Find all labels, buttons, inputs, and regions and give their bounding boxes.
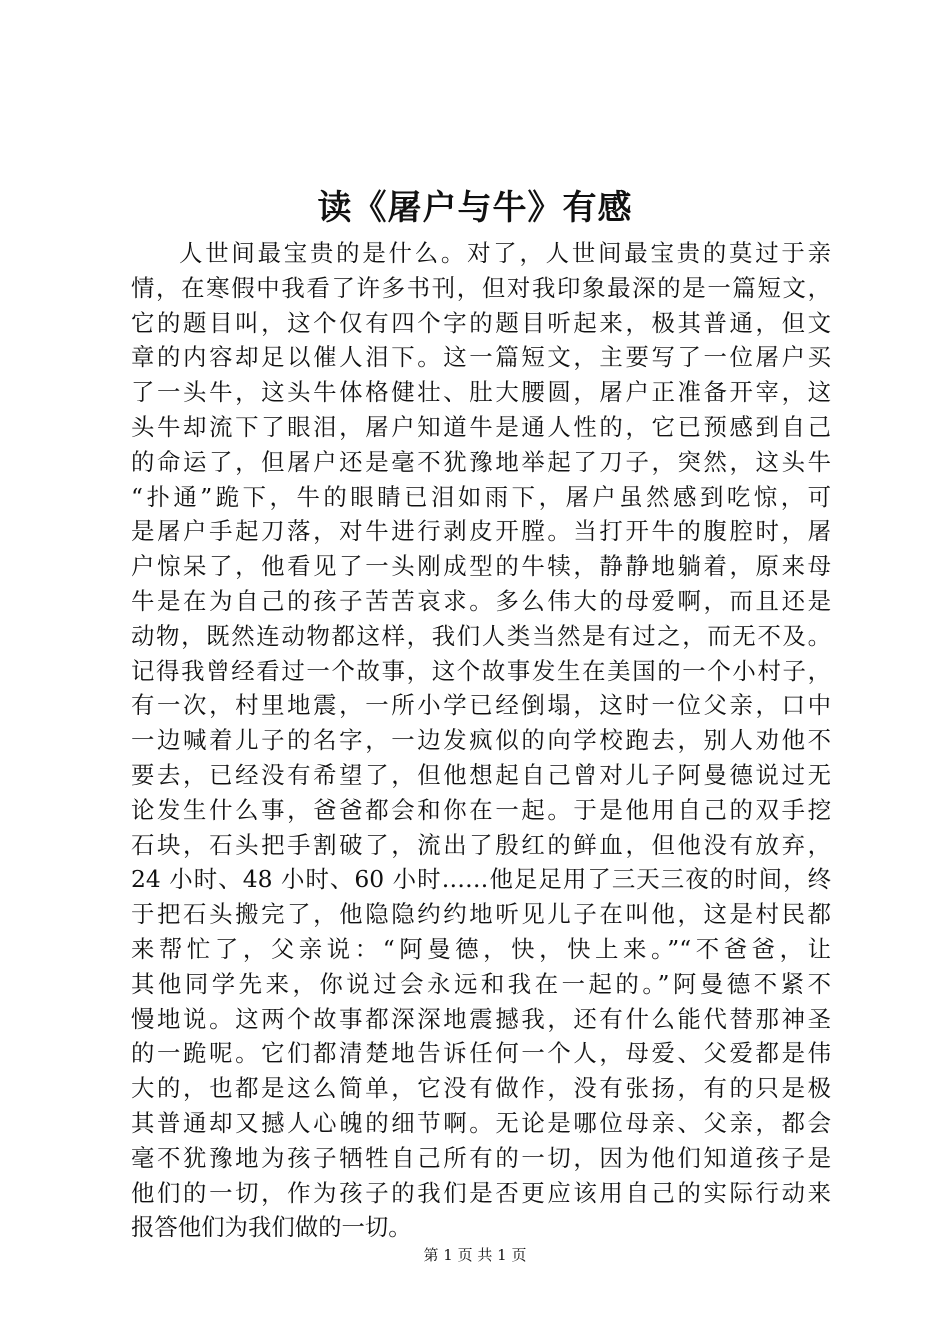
body-text-line: 一边喊着儿子的名字，一边发疯似的向学校跑去，别人劝他不 xyxy=(131,726,831,755)
body-text-line: 是屠户手起刀落，对牛进行剥皮开膛。当打开牛的腹腔时，屠 xyxy=(131,517,831,546)
body-text-line: 要去，已经没有希望了，但他想起自己曾对儿子阿曼德说过无 xyxy=(131,760,831,789)
body-text-line: 情，在寒假中我看了许多书刊，但对我印象最深的是一篇短文， xyxy=(131,273,831,302)
body-text-line: 的命运了，但屠户还是毫不犹豫地举起了刀子，突然，这头牛 xyxy=(131,447,831,476)
body-text-line: 其普通却又撼人心魄的细节啊。无论是哪位母亲、父亲，都会 xyxy=(131,1108,831,1137)
document-title: 读《屠户与牛》有感 xyxy=(317,188,633,228)
body-text-line: 来帮忙了，父亲说：“阿曼德，快，快上来。”“不爸爸，让 xyxy=(131,934,831,963)
document-body xyxy=(131,236,831,1245)
body-text-line: 他们的一切，作为孩子的我们是否更应该用自己的实际行动来 xyxy=(131,1178,831,1207)
body-text-line: 记得我曾经看过一个故事，这个故事发生在美国的一个小村子， xyxy=(131,656,831,685)
body-text-line: 了一头牛，这头牛体格健壮、肚大腰圆，屠户正准备开宰，这 xyxy=(131,378,831,407)
body-text-line: “扑通”跪下，牛的眼睛已泪如雨下，屠户虽然感到吃惊，可 xyxy=(131,482,831,511)
page-footer: 第 1 页 共 1 页 xyxy=(423,1246,527,1264)
body-text-line: 头牛却流下了眼泪，屠户知道牛是通人性的，它已预感到自己 xyxy=(131,412,831,441)
body-text-line: 大的，也都是这么简单，它没有做作，没有张扬，有的只是极 xyxy=(131,1074,831,1103)
body-text-line: 牛是在为自己的孩子苦苦哀求。多么伟大的母爱啊，而且还是 xyxy=(131,586,831,615)
body-text-line: 石块，石头把手割破了，流出了殷红的鲜血，但他没有放弃， xyxy=(131,830,831,859)
body-text-line: 论发生什么事，爸爸都会和你在一起。于是他用自己的双手挖 xyxy=(131,795,831,824)
body-text-line: 毫不犹豫地为孩子牺牲自己所有的一切，因为他们知道孩子是 xyxy=(131,1143,831,1172)
body-text-line: 人世间最宝贵的是什么。对了，人世间最宝贵的莫过于亲 xyxy=(179,239,831,267)
body-text-line: 其他同学先来，你说过会永远和我在一起的。”阿曼德不紧不 xyxy=(131,969,831,998)
body-text-line: 章的内容却足以催人泪下。这一篇短文，主要写了一位屠户买 xyxy=(131,343,831,372)
body-text-line: 有一次，村里地震，一所小学已经倒塌，这时一位父亲，口中 xyxy=(131,691,831,720)
body-text-line: 动物，既然连动物都这样，我们人类当然是有过之，而无不及。 xyxy=(131,621,831,650)
body-text-line: 报答他们为我们做的一切。 xyxy=(131,1213,412,1242)
body-text-line: 它的题目叫，这个仅有四个字的题目听起来，极其普通，但文 xyxy=(131,308,831,337)
body-text-line: 24 小时、48 小时、60 小时……他足足用了三天三夜的时间，终 xyxy=(131,865,831,894)
body-text-line: 的一跪呢。它们都清楚地告诉任何一个人，母爱、父爱都是伟 xyxy=(131,1039,831,1068)
body-text-line: 慢地说。这两个故事都深深地震撼我，还有什么能代替那神圣 xyxy=(131,1004,831,1033)
body-text-line: 户惊呆了，他看见了一头刚成型的牛犊，静静地躺着，原来母 xyxy=(131,552,831,581)
body-text-line: 于把石头搬完了，他隐隐约约地听见儿子在叫他，这是村民都 xyxy=(131,900,831,929)
